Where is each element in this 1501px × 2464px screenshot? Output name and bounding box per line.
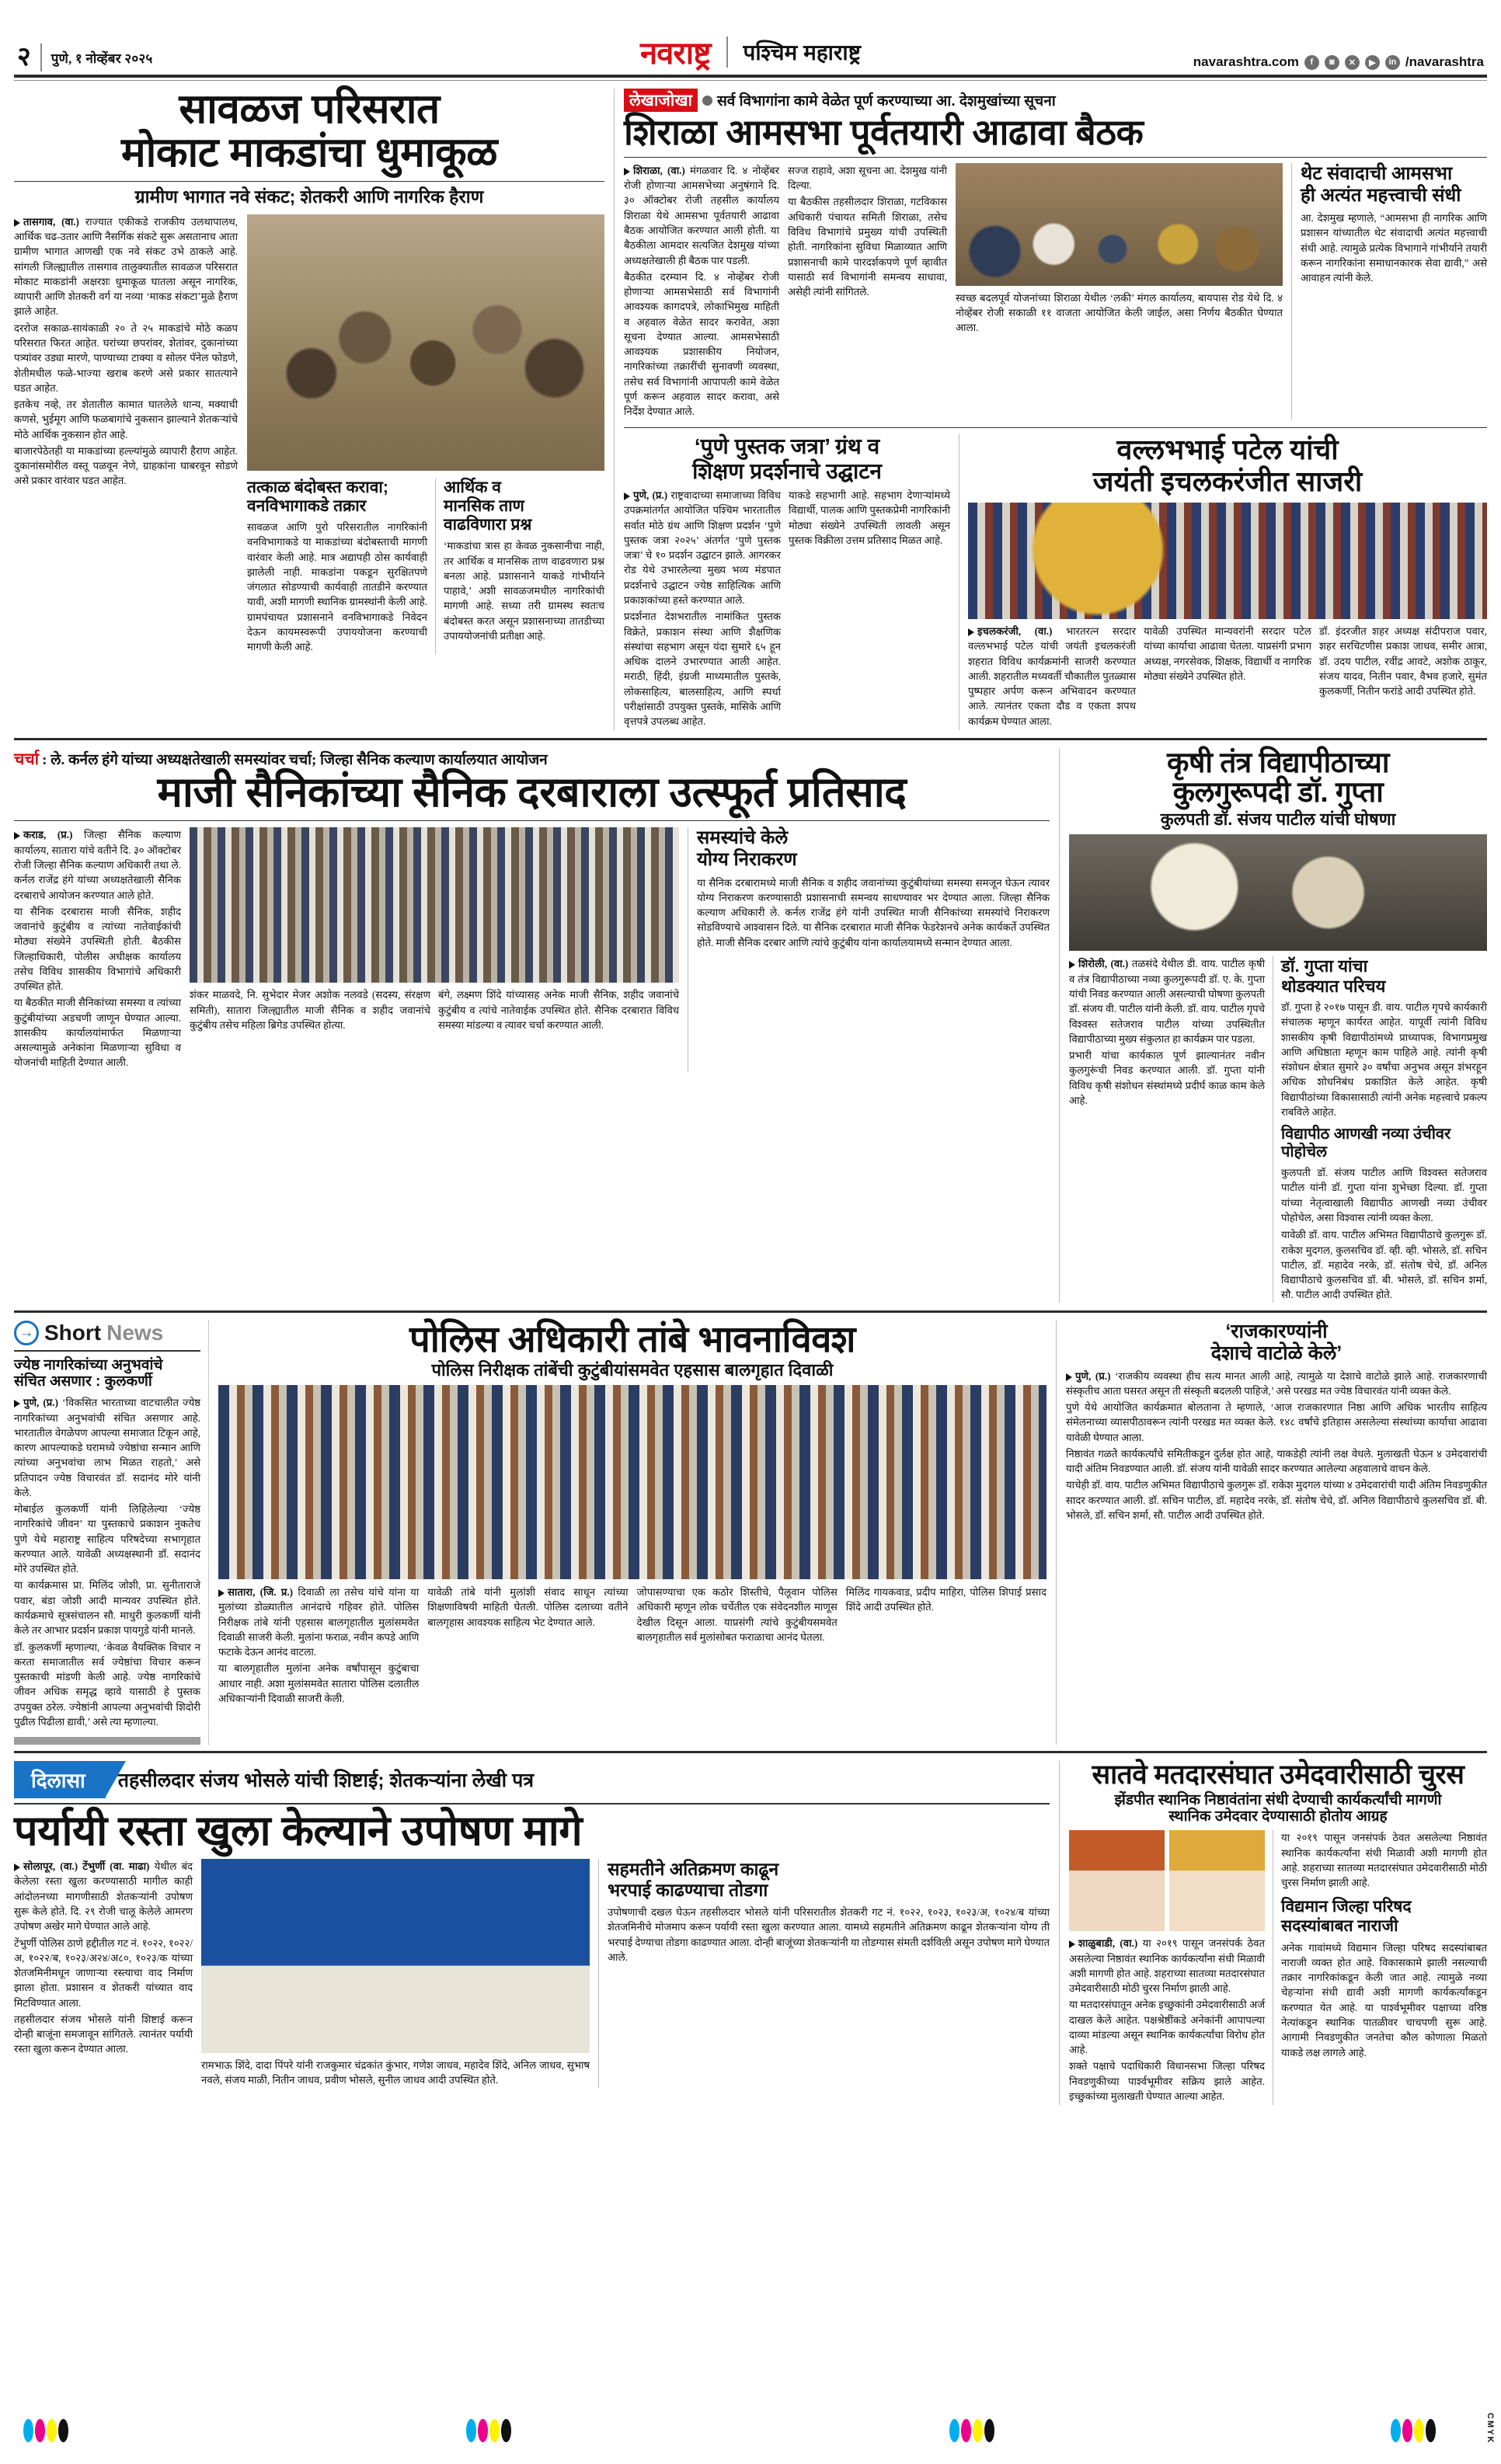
cmyk-marks-3 <box>949 2419 994 2442</box>
sainik-sidebox <box>697 827 1050 1071</box>
shortnews-col <box>14 1395 200 1729</box>
police-subhead: पोलिस निरीक्षक तांबेंची कुटुंबीयांसमवेत एहसास बालगृहात दिवाळी <box>431 1359 834 1380</box>
election-side-title-l2: सदस्यांबाबत नाराजी <box>1281 1916 1398 1935</box>
instagram-icon[interactable]: ◙ <box>1325 55 1339 70</box>
cmyk-registration-row <box>0 2419 1501 2445</box>
rajkarani-story <box>1057 1321 1487 1745</box>
cyan-dot <box>23 2419 33 2442</box>
krushi-subhead: कुलपती डॉ. संजय पाटील यांची घोषणा <box>1160 809 1396 829</box>
sainik-caption-2: बंगे, लक्ष्मण शिंदे यांच्यासह अनेक माजी सैनिक, शहीद जवानांचे कुटुंबीय व त्यांचे नातेवाईक उपस्थित होते. सैनिक दरबारात विविध समस्या मांडल्या व त्यावर चर्चा करण्यात आली. <box>438 989 679 1031</box>
edition-name: पश्चिम महाराष्ट्र <box>743 40 861 64</box>
shirala-side-body: आ. देशमुख म्हणाले, “आमसभा ही नागरिक आणि प्रशासन यांच्यातील थेट संवादाची अत्यंत महत्त्वाची संधी आहे. त्यामुळे प्रत्येक विभागाने गांभीर्याने तयारी करून नागरिकांना समाधानकारक सेवा द्यावी,” असे आवाहन त्यांनी केले. <box>1301 212 1487 284</box>
police-col-1 <box>218 1585 419 1707</box>
dateline-arrow-icon <box>1069 961 1075 969</box>
krushi-side2-body: कुलपती डॉ. संजय पाटील आणि विश्वस्त सतेजराव पाटील यांनी डॉ. गुप्ता यांना शुभेच्छा दिल्या. डॉ. गुप्ता यांच्या नेतृत्वाखाली विद्यापीठ आणखी नव्या उंचीवर पोहोचेल, असा विश्वास त्यांनी व्यक्त केला. <box>1281 1167 1487 1223</box>
lead-box1-title-l1: तत्काळ बंदोबस्त करावा; <box>247 478 388 496</box>
shirala-body-2: बैठकीत दरम्यान दि. ४ नोव्हेंबर रोजी होणाऱ्या आमसभेसाठी सर्व विभागांनी आवश्यक कागदपत्रे, लोकाभिमुख माहिती व अहवाल वेळेत सादर करावेत, अशा सूचना देण्यात आल्या. आमसभेसाठी आवश्यक प्रशासकीय नियोजन, नागरिकांच्या तक्रारींची सुनावणी व्यवस्था, तसेच सर्व विभागांनी आपापली कामे वेळेत पूर्ण करून अहवाल सादर करावा, असे निर्देश देण्यात आले. <box>624 270 779 418</box>
vallabh-body-3: डॉ. इंदरजीत शहर अध्यक्ष संदीपराज पवार, शहर सरचिटणीस प्रकाश जाधव, समीर आत्रा, डॉ. उदय पाटील, रवींद्र आवटे, अशोक ठाकूर, संजय यादव, नितीन पवार, वैभव हजारे, सुमंत कुलकर्णी, नितीन फरांडे आदी उपस्थित होते. <box>1319 625 1487 698</box>
sainik-body-3: या बैठकीत माजी सैनिकांच्या समस्या व त्यांच्या कुटुंबीयांच्या अडचणी जाणून घेण्यात आल्या. शासकीय कार्यालयांमार्फत मिळणाऱ्या असल्यामुळे अनेकांना मिळणाऱ्या सुविधा व योजनांची माहिती देण्यात आली. <box>14 997 181 1069</box>
election-story <box>1060 1761 1487 2105</box>
lead-col-1 <box>14 214 238 655</box>
krushi-side2-body2: यावेळी डॉ. वाय. पाटील अभिमत विद्यापीठाचे कुलगुरू डॉ. राकेश मुदगल, कुलसचिव डॉ. व्ही. व्ही. भोसले, डॉ. सचिन पाटील, डॉ. महादेव नरके, डॉ. संतोष चेचे, डॉ. अनिल विद्यापीठाचे कुलसचिव डॉ. बी. भोसले, डॉ. सचिन शर्मा, सौ. पाटील आदी उपस्थित होते. <box>1281 1229 1487 1301</box>
shirala-body-1: मंगळवार दि. ४ नोव्हेंबर रोजी होणाऱ्या आमसभेच्या अनुषंगाने दि. ३० ऑक्टोबर रोजी तहसील कार्यालय शिराळा येथे आमसभा पूर्वतयारी आढावा बैठक आयोजित करण्यात आली होती. या बैठकीला आमदार सत्यजित देशमुख यांच्या अध्यक्षतेखाली ही बैठक पार पडली. <box>624 164 779 266</box>
short-news-rule <box>14 1350 200 1352</box>
dilasa-rule <box>14 1803 1050 1804</box>
police-story <box>209 1317 1056 1745</box>
cmyk-marks-4 <box>1391 2419 1436 2442</box>
lead-para-1 <box>14 214 238 319</box>
police-headline: पोलिस अधिकारी तांबे भावनाविवश <box>409 1317 855 1359</box>
election-body-3: शक्ते पक्षाचे पदाधिकारी विधानसभा जिल्हा परिषद निवडणुकीच्या पार्श्वभूमीवर सक्रिय झाले आहेत. इच्छुकांच्या मुलाखती घेण्यात आल्या आहेत. <box>1069 2060 1265 2102</box>
rajkarani-body-2: पुणे येथे आयोजित कार्यक्रमात बोलताना ते म्हणाले, ‘आज राजकारणात निष्ठा आणि अधिक भारतीय साहित्य संमेलनाच्या व्यासपीठावरून त्यांनी परखड मत व्यक्त केले. १४८ वर्षांचे इतिहास असलेल्या संस्थांच्या कार्याचा आढावा यावेळी घेण्यात आला. <box>1066 1401 1487 1443</box>
yellow-dot <box>47 2419 57 2442</box>
pustak-col-1 <box>624 488 781 730</box>
shirala-bottom-rule <box>624 427 1487 428</box>
masthead-rule-thick <box>14 75 1487 78</box>
lekhajokha-tag: लेखाजोखा <box>624 89 698 112</box>
sainik-kicker-text: : ले. कर्नल हंगे यांच्या अध्यक्षतेखाली समस्यांवर चर्चा; जिल्हा सैनिक कल्याण कार्यालयात आयोजन <box>42 752 548 769</box>
shirala-body-4: या बैठकीस तहसीलदार शिराळा, गटविकास अधिकारी पंचायत समिती शिराळा, तसेच विविध विभागांचे प्रमुख्य यांची उपस्थिती होती. नागरिकांना सुविधा मिळाव्यात आणि प्रशासनाची कामे पारदर्शकपणे पूर्ण व्हावीत यासाठी सर्व विभागांनी समन्वय साधावा, असेही त्यांनी सांगितले. <box>788 196 947 298</box>
rajkarani-headline-l2: देशाचे वाटोळे केले’ <box>1210 1342 1343 1364</box>
shirala-col-1 <box>624 163 779 421</box>
election-body-1: या २०१९ पासून जनसंपर्क ठेवत असलेल्या निष्ठावंत स्थानिक कार्यकर्त्यांना संधी मिळावी अशी मागणी होत आहे. शहराच्या सातव्या मतदारसंघात उमेदवारीसाठी मोठी चुरस निर्माण झाली आहे. <box>1069 1937 1265 1995</box>
vallabh-headline-l2: जयंती इचलकरंजीत साजरी <box>1092 465 1363 497</box>
shirala-meeting-photo <box>956 163 1283 286</box>
krushi-body-2: प्रभारी यांचा कार्यकाल पूर्ण झाल्यानंतर नवीन कुलगुरूंची निवड करण्यात आली. डॉ. गुप्ता यांनी विविध कृषी संशोधन संस्थांमध्ये प्रदीर्घ काळ काम केले आहे. <box>1069 1049 1265 1106</box>
krushi-body-1: तळसंदे येथील डी. वाय. पाटील कृषी व तंत्र विद्यापीठाच्या नव्या कुलगुरूपदी डॉ. ए. के. गुप्ता यांची निवड करण्यात आली असल्याची घोषणा कुलपती डॉ. संजय वी. पाटील यांनी केली. डॉ. वाय. पाटील गृपचे विश्वस्त सतेजराव पाटील यांच्या उपस्थितीत विद्यापीठाच्या मुख्य संकुलात हा कार्यक्रम पार पडला. <box>1069 958 1265 1045</box>
dilasa-dateline: सोलापूर, (वा.) टेंभुर्णी (वा. माढा) <box>23 1860 150 1873</box>
pustak-story <box>624 434 950 730</box>
shirala-side-title-l2: ही अत्यंत महत्त्वाची संधी <box>1301 184 1461 206</box>
rajkarani-col <box>1066 1369 1487 1523</box>
dateline-arrow-icon <box>14 1864 20 1871</box>
sainik-caption-1: शंकर माळवदे, नि. सुभेदार मेजर अशोक नलवडे (सदस्य, संरक्षण समिती), सातारा जिल्ह्यातील माजी सैनिक व शहीद जवानांचे कुटुंबीय तसेच महिला ब्रिगेड उपस्थित होत्या. <box>190 989 430 1031</box>
lead-box1-body: सावळज आणि पुरो परिसरातील नागरिकांनी वनविभागाकडे या माकडांच्या बंदोबस्ताची मागणी वारंवार केली आहे. मात्र अद्यापही ठोस कार्यवाही झालेली नाही. माकडांना पकडून सुरक्षितपणे जंगलात सोडण्याची कार्यवाही तातडीने करण्यात यावी, अशी मागणी स्थानिक ग्रामस्थांनी केली आहे. ग्रामपंचायत प्रशासनाने वनविभागाकडे निवेदन देऊन कायमस्वरूपी उपाययोजना करण्याची मागणी केली आहे. <box>247 521 427 653</box>
pustak-dateline: पुणे, (प्र.) <box>633 489 668 502</box>
rajkarani-body-1: ‘राजकीय व्यवस्था हीच सत्य मानत आली आहे, त्यामुळे या देशाचे वाटोळे झाले आहे. राजकारणाची संस्कृतीच आता घसरत असून ती संस्कृती बदलली पाहिजे,’ असे परखड मत ज्येष्ठ विचारवंत यांनी व्यक्त केले. <box>1066 1369 1488 1397</box>
rajkarani-dateline: पुणे, (प्र.) <box>1075 1369 1111 1382</box>
cmyk-marks-1 <box>23 2419 68 2442</box>
lead-body-4: बाजारपेठेतही या माकडांच्या हल्ल्यांमुळे व्यापारी हैराण आहेत. दुकानांसमोरील वस्तू पळवून नेणे, ग्राहकांना घाबरवून सोडणे असे प्रकार वारंवार घडत आहेत. <box>14 444 238 487</box>
sainik-sub-body: या सैनिक दरबारामध्ये माजी सैनिक व शहीद जवानांच्या कुटुंबीयांच्या समस्या समजून घेऊन त्यावर योग्य निराकरण करण्यासाठी प्रशासनाची समन्वय साधण्यावर भर देण्यात आला. जिल्हा सैनिक कल्याण अधिकारी ले. कर्नल राजेंद्र हंगे यांनी उपस्थित माजी सैनिकांच्या समस्यांचे निराकरण सोडविण्याचे आश्वासन दिले. या सैनिक दरबारात माजी सैनिक फेडरेशनचे अनेक कार्यकर्ते उपस्थित होते. माजी सैनिक दरबार आणि त्यांचे कुटुंबीय यांना कार्यालयामध्ये सन्मान देण्यात आला. <box>697 876 1050 948</box>
pustak-col-2 <box>789 488 950 730</box>
dilasa-headline: पर्यायी रस्ता खुला केल्याने उपोषण मागे <box>14 1808 583 1855</box>
dilasa-sidebox <box>608 1859 1050 2088</box>
candidate-photo-1 <box>1069 1830 1165 1931</box>
police-col-2 <box>427 1585 628 1707</box>
yellow-dot <box>1414 2419 1424 2442</box>
dilasa-body-3: तहसीलदार संजय भोसले यांनी शिष्टाई करून दोन्ही बाजूंना समजावून सांगितले. त्यानंतर पर्यायी रस्ता खुला करून देण्यात आला. <box>14 2013 193 2055</box>
sainik-group-photo <box>190 827 679 983</box>
cmyk-marks-2 <box>466 2419 511 2442</box>
charcha-tag: चर्चा <box>14 750 40 769</box>
facebook-icon[interactable]: f <box>1304 55 1319 70</box>
shirala-rule <box>624 157 1487 158</box>
shirala-sidebox <box>1301 163 1487 421</box>
krushi-col-1 <box>1069 956 1265 1302</box>
dilasa-col-1 <box>14 1859 193 2088</box>
arrow-circle-icon <box>14 1321 39 1345</box>
dilasa-police-station-photo <box>201 1859 590 2053</box>
police-body-4: जोपासण्याचा एक कठोर शिस्तीचे, पैलूवान पोलिस अधिकारी म्हणून लोक चर्चेतील एक संवेदनशील माणूस देखील दिसून आला. याप्रसंगी त्यांचे कुटुंबीयसमवेत बालगृहातील सर्व मुलांसोबत फराळाचा आनंद घेतला. <box>636 1586 838 1643</box>
pustak-body-2: प्रदर्शनात देशभरातील नामांकित पुस्तक विक्रेते, प्रकाशन संस्था आणि शैक्षणिक संस्थांचा सहभाग असून यंदा सुमारे ६५ हून अधिक दालने उभारण्यात आली आहेत. मराठी, हिंदी, इंग्रजी माध्यमातील पुस्तके, लोकसाहित्य, बालसाहित्य, आणि स्पर्धा परीक्षांसाठी उपयुक्त पुस्तके, मासिके आणि वृत्तपत्रे उपलब्ध आहेत. <box>624 611 781 728</box>
magenta-dot <box>961 2419 971 2442</box>
dilasa-sub-title-l2: भरपाई काढण्याचा तोडगा <box>608 1879 768 1900</box>
police-dateline: सातारा, (जि. प्र.) <box>228 1586 294 1599</box>
vallabh-body-2: यावेळी उपस्थित मान्यवरांनी सरदार पटेल यांच्या कार्याचा आढावा घेतला. याप्रसंगी प्रभाग अध्यक्ष, नगरसेवक, शिक्षक, विद्यार्थी व नागरिक मोठ्या संख्येने उपस्थित होते. <box>1144 625 1311 682</box>
lead-headline-line1: सावळज परिसरात <box>179 86 440 132</box>
yellow-dot <box>973 2419 983 2442</box>
pustak-body-1: राष्ट्रवादाच्या समाजाच्या विविध उपक्रमांतर्गत आयोजित पश्चिम भारतातील सर्वात मोठे ग्रंथ आणि शिक्षण प्रदर्शन ‘पुणे पुस्तक जत्रा २०२५’ अंतर्गत ‘पुणे पुस्तक जत्रा’ चे १० प्रदर्शन उद्घाटन झाले. आगरकर रोड येथे उभारलेल्या मुख्य भव्य मंडपात प्रदर्शनाचे उद्घाटन ज्येष्ठ साहित्यिक आणि प्रकाशकांच्या हस्ते करण्यात आले. <box>624 489 781 606</box>
dateline-arrow-icon <box>14 832 20 840</box>
krushi-side2-title: विद्यापीठ आणखी नव्या उंचीवर पोहोचेल <box>1281 1126 1451 1161</box>
cyan-dot <box>949 2419 959 2442</box>
lead-box2-body: ‘माकडांचा त्रास हा केवळ नुकसानीचा नाही, तर आर्थिक व मानसिक ताण वाढवणारा प्रश्न बनला आहे. प्रशासनाने याकडे गांभीर्याने पाहावे,’ अशी सावळजमधील नागरिकांची मागणी आहे. सध्या तरी ग्रामस्थ स्वतःच बंदोबस्त करत असून प्रशासनाच्या तातडीच्या उपाययोजनांची प्रतीक्षा आहे. <box>444 540 604 642</box>
shortnews-body-3: या कार्यक्रमास प्रा. मिलिंद जोशी, प्रा. सुनीताराजे पवार, बंडा जोशी आदी मान्यवर उपस्थित होते. कार्यक्रमाचे सूत्रसंचालन सौ. माधुरी कुलकर्णी यांनी केले तर आभार प्रदर्शन प्रकाश पायगुडे यांनी मानले. <box>14 1579 200 1637</box>
dilasa-body-1: येथील बंद केलेला रस्ता खुला करण्यासाठी मागील काही आंदोलनच्या मागणीसाठी शेतकऱ्यांनी उपोषण सुरू केले होते. दि. २९ रोजी चालू केलेले आमरण उपोषण अखेर मागे घेण्यात आले आहे. <box>14 1860 193 1933</box>
youtube-icon[interactable]: ▶ <box>1365 55 1380 70</box>
dateline-arrow-icon <box>1066 1373 1072 1381</box>
shortnews-body-4: डॉ. कुलकर्णी म्हणाल्या, ‘केवळ वैयक्तिक विचार न करता समाजातील सर्व ज्येष्ठांचा विचार करून पुस्तकाची मांडणी केली आहे. ज्येष्ठ नागरिकांचे जीवन अधिक समृद्ध व्हावे यासाठी हे पुस्तक उपयुक्त ठरेल. ज्येष्ठांनी आपल्या अनुभवांची शिदोरी पुढील पिढीला द्यावी,’ असे त्या म्हणाल्या. <box>14 1641 200 1728</box>
candidate-photo-2 <box>1169 1830 1265 1931</box>
shortnews-body-2: मोबाईल कुलकर्णी यांनी लिहिलेल्या ‘ज्येष्ठ नागरिकांचे जीवन’ या पुस्तकाचे प्रकाशन नुकतेच पुणे येथे महाराष्ट्र साहित्य परिषदेच्या सभागृहात करण्यात आले. यावेळी अध्यक्षस्थानी डॉ. सदानंद मोरे उपस्थित होते. <box>14 1503 200 1575</box>
sainik-rule <box>14 820 1050 821</box>
black-dot <box>501 2419 511 2442</box>
shirala-body-3: सज्ज राहावे, अशा सूचना आ. देशमुख यांनी दिल्या. <box>788 164 947 192</box>
sainik-dateline: कराड, (प्र.) <box>23 829 73 841</box>
magenta-dot <box>478 2419 488 2442</box>
shirala-side-title-l1: थेट संवादाची आमसभा <box>1301 162 1453 184</box>
page-number: २ <box>17 43 31 71</box>
yellow-dot <box>489 2419 500 2442</box>
vallabh-story <box>968 434 1487 730</box>
lead-box2-title-l2: मानसिक ताण <box>444 496 524 515</box>
website-url[interactable]: navarashtra.com <box>1193 54 1299 69</box>
vallabh-event-photo <box>968 503 1487 619</box>
shirala-kicker-text: सर्व विभागांना कामे वेळेत पूर्ण करण्याच्या आ. देशमुखांच्या सूचना <box>716 93 1056 110</box>
black-dot <box>58 2419 68 2442</box>
magenta-dot <box>1402 2419 1412 2442</box>
vallabh-headline-l1: वल्लभभाई पटेल यांची <box>1116 433 1339 466</box>
lead-body-3: इतकेच नव्हे, तर शेतातील कामात घातलेले धान्य, मक्याची कणसे, भुईमूग आणि फळबागांचे नुकसान झाल्याने शेतकऱ्यांचे मोठे आर्थिक नुकसान होत आहे. <box>14 398 238 440</box>
dateline-arrow-icon <box>968 628 974 636</box>
vallabh-col-3 <box>1319 624 1487 730</box>
lead-story <box>14 86 614 730</box>
logo-separator <box>726 37 728 68</box>
rajkarani-headline-l1: ‘राजकारण्यांनी <box>1225 1320 1328 1342</box>
shortnews-dateline: पुणे, (प्र.) <box>23 1397 58 1409</box>
lead-box1-title-l2: वनविभागाकडे तक्रार <box>247 496 367 515</box>
shirala-body-5: स्वच्छ बदलपूर्व योजनांच्या शिराळा येथील ‘लकी’ मंगल कार्यालय, बायपास रोड येथे दि. ४ नोव्हेंबर रोजी सकाळी ११ वाजता आयोजित केली जाईल, असा निर्णय बैठकीत घेण्यात आला. <box>956 291 1283 334</box>
lead-rule <box>14 181 604 182</box>
vallabh-body-1: भारतरत्न सरदार वल्लभभाई पटेल यांची जयंती इचलकरंजी शहरात विविध कार्यक्रमांनी साजरी करण्यात आली. शहरातील मध्यवर्ती चौकातील पुतळ्यास पुष्पहार अर्पण करून अभिवादन करण्यात आले. त्यानंतर एकता दौड व एकता शपथ कार्यक्रम घेण्यात आला. <box>968 625 1136 727</box>
election-headline: सातवे मतदारसंघात उमेदवारीसाठी चुरस <box>1092 1759 1464 1791</box>
lead-box-divider <box>435 479 436 655</box>
lead-dateline: तासगाव, (वा.) <box>23 215 79 228</box>
cmyk-label: CMYK <box>1485 2412 1495 2444</box>
shirala-col-2 <box>788 163 947 421</box>
masthead-right <box>1193 54 1484 71</box>
police-col-3 <box>637 1585 838 1707</box>
police-body-2: या बालगृहातील मुलांना अनेक वर्षांपासून कुटुंबाचा आधार नाही. अशा मुलांसमवेत सातारा पोलिस दलातील अधिकाऱ्यांनी दिवाळी साजरी केली. <box>218 1662 420 1705</box>
lead-box2-title-l1: आर्थिक व <box>444 478 501 496</box>
shortnews-title-l2: संचित असणार : कुलकर्णी <box>14 1373 152 1390</box>
krushi-headline-l1: कृषी तंत्र विद्यापीठाच्या <box>1167 747 1389 779</box>
short-news-end-bar <box>14 1737 200 1745</box>
dilasa-sub-title-l1: सहमतीने अतिक्रमण काढून <box>608 1859 779 1880</box>
short-news-label-short: Short <box>44 1320 102 1345</box>
police-diwali-photo <box>218 1385 1047 1579</box>
krushi-award-photo <box>1069 834 1487 951</box>
rajkarani-body-3: निष्ठावंत गळतेे कार्यकर्त्यांचे समितीकडून दुर्लक्ष होत आहे, याकडेही त्यांनी लक्ष वेधले. मुलाखती घेऊन ४ उमेदवारांची यादी अंतिम निवडण्यात आली. डॉ. संजय यांनी यावेळी सादर करण्यात आलेल्या अहवालाचे वाचन केले. <box>1066 1447 1487 1475</box>
dilasa-side-divider <box>598 1859 599 2088</box>
navarashtra-logo: नवराष्ट्र <box>639 37 711 71</box>
shirala-headline: शिराळा आमसभा पूर्वतयारी आढावा बैठक <box>624 112 1144 152</box>
dateline-arrow-icon <box>624 168 630 176</box>
sainik-body-2: या सैनिक दरबारास माजी सैनिक, शहीद जवानांचे कुटुंबीय व त्यांच्या नातेवाईकांची मोठ्या संख्येने उपस्थिती होती. बैठकीस जिल्हाधिकारी, पोलीस अधीक्षक कार्यालय तसेच विविध शासकीय विभागांचे अधिकारी उपस्थित होते. <box>14 905 181 993</box>
vallabh-col-1 <box>968 624 1136 730</box>
police-body-1: दिवाळी ला तसेच यांचे यांना या मुलांच्या डोळ्यातील आनंदाचे गहिवर होते. पोलिस निरीक्षक तांबे यांनी एहसास बालगृहातील मुलांसमवेत दिवाळी साजरी केली. मुलांना फराळ, नवीन कपडे आणि फटाके देऊन आनंद वाटला. <box>218 1586 420 1658</box>
police-col-4 <box>846 1585 1047 1707</box>
shortnews-title-l1: ज्येष्ठ नागरिकांच्या अनुभवांचे <box>14 1356 163 1373</box>
dilasa-tab: दिलासा <box>14 1761 106 1798</box>
election-side-title-l1: विद्यमान जिल्हा परिषद <box>1281 1898 1412 1916</box>
dateline-arrow-icon <box>14 1400 20 1408</box>
social-handle[interactable]: /navarashtra <box>1405 54 1484 69</box>
election-col-1 <box>1069 1936 1265 2104</box>
x-twitter-icon[interactable]: ✕ <box>1345 55 1360 70</box>
police-body-3: यावेळी तांबे यांनी मुलांशी संवाद साधून त्यांच्या शिक्षणाविषयी माहिती घेतली. पोलिस दलाच्या वतीने बालगृहास आवश्यक साहित्य भेट देण्यात आले. <box>427 1586 629 1628</box>
sainik-sub-title-l2: योग्य निराकरण <box>697 849 797 871</box>
police-body-5: मिलिंद गायकवाड, प्रदीप माहिरा, पोलिस शिपाई प्रसाद शिंदे आदी उपस्थित होते. <box>845 1586 1047 1613</box>
short-news-label-news: News <box>106 1320 164 1345</box>
short-news-badge <box>14 1321 200 1345</box>
lead-body-2: दररोज सकाळ-सायंकाळी २० ते २५ माकडांचे मोठे कळप परिसरात फिरत आहेत. घरांच्या छपरांवर, शेतांवर, दुकानांच्या पत्र्यांवर उड्या मारणे, पाण्याच्या टाक्या व सोलर पॅनेल फोडणे, शेतीमधील फळे-भाज्या खराब करणे असे प्रकार सातत्याने घडत आहेत. <box>14 322 238 394</box>
vallabh-dateline: इचलकरंजी, (वा.) <box>977 625 1053 638</box>
lead-headline-line2: मोकाट माकडांचा धुमाकूळ <box>120 130 498 176</box>
shortnews-body-1: ‘विकसित भारताच्या वाटचालीत ज्येष्ठ नागरिकांच्या अनुभवांची संचित असणार आहे. भारतातील वेगळेपण आपल्या समाजात टिकून आहे, कारण आपल्याकडे घरामध्ये ज्येष्ठांचा सन्मान आणि त्यांच्या अनुभवांचा लाभ मिळत राहतो,’ असे प्रतिपादन ज्येष्ठ विचारवंत डॉ. सदानंद मोरे यांनी केले. <box>14 1397 200 1498</box>
cyan-dot <box>466 2419 476 2442</box>
krushi-story <box>1060 748 1487 1302</box>
monkeys-photo <box>247 214 604 471</box>
krushi-side-body: डॉ. गुप्ता हे २०१७ पासून डी. वाय. पाटील गृपचे कार्यकारी संचालक म्हणून कार्यरत आहेत. यापूर्वी त्यांनी विविध शासकीय कृषी विद्यापीठांमध्ये प्राध्यापक, विभागप्रमुख आणि अधिष्ठाता म्हणून काम पाहिले आहे. त्यांनी कृषी संशोधन क्षेत्रात सुमारे ३० वर्षांचा अनुभव असून शंभरहून अधिक शोधनिबंध प्रकाशित केले आहेत. कृषी विद्यापीठांच्या विकासासाठी त्यांनी अनेक महत्त्वाचे प्रकल्प राबविले आहेत. <box>1281 1001 1487 1118</box>
dateline-arrow-icon <box>624 492 630 500</box>
lead-body-1: राज्यात एकीकडे राजकीय उलथापालथ, आर्थिक चढ-उतार आणि नैसर्गिक संकटे सुरू असतानाच आता ग्रामीण भागात आणखी एक नवे संकट उभे ठाकले आहे. सांगली जिल्ह्यातील तासगाव तालुक्यातील सावळज परिसरात मोकाट माकडांनी अक्षरशः धुमाकूळ घातला असून नागरिक, व्यापारी आणि शेतकरी वर्ग या नव्या ‘माकड संकटा’मुळे हैराण झाले आहेत. <box>14 215 239 318</box>
lead-subhead: ग्रामीण भागात नवे संकट; शेतकरी आणि नागरिक हैराण <box>134 186 484 207</box>
linkedin-icon[interactable]: in <box>1385 55 1400 70</box>
pustak-headline-l1: ‘पुणे पुस्तक जत्रा’ ग्रंथ व <box>694 434 880 459</box>
dilasa-kicker: तहसीलदार संजय भोसले यांची शिष्टाई; शेतकऱ्यांना लेखी पत्र <box>117 1770 535 1792</box>
masthead-divider <box>40 44 42 71</box>
vallabh-col-2 <box>1144 624 1311 730</box>
black-dot <box>1426 2419 1436 2442</box>
shirala-side-divider <box>1291 163 1292 421</box>
shirala-story <box>615 89 1487 730</box>
election-side-intro: या २०१९ पासून जनसंपर्क ठेवत असलेल्या निष्ठावंत स्थानिक कार्यकर्त्यांना संधी मिळावी अशी मागणी होत आहे. शहराच्या सातव्या मतदारसंघात उमेदवारीसाठी मोठी चुरस निर्माण झाली आहे. <box>1281 1832 1487 1889</box>
krushi-side-title-l1: डॉ. गुप्ता यांचा <box>1281 956 1368 976</box>
election-sidebox <box>1281 1830 1487 2105</box>
short-news-column <box>14 1321 208 1745</box>
krushi-side-title-l2: थोडक्यात परिचय <box>1281 976 1386 996</box>
krushi-sidebox <box>1281 956 1487 1302</box>
shirala-dateline: शिराळा, (वा.) <box>633 164 685 176</box>
lead-box2-title-l3: वाढविणारा प्रश्न <box>444 516 532 534</box>
black-dot <box>984 2419 994 2442</box>
masthead <box>0 0 1501 75</box>
dateline-arrow-icon <box>14 219 20 227</box>
sainik-story <box>14 748 1059 1302</box>
dateline-arrow-icon <box>218 1589 225 1597</box>
dateline-arrow-icon <box>1069 1940 1075 1948</box>
krushi-dateline: शिरोली, (वा.) <box>1078 958 1129 970</box>
election-subhead-l1: झेंडपीत स्थानिक निष्ठावंतांना संधी देण्याची कार्यकर्त्यांची मागणी <box>1114 1791 1442 1808</box>
election-body-2: या मतदारसंघातून अनेक इच्छुकांनी उमेदवारीसाठी अर्ज दाखल केले आहेत. पक्षश्रेष्ठींकडे अनेकांनी आपापल्या दाव्या मांडल्या असून स्थानिक कार्यकर्त्यांचा विरोध होत आहे. <box>1069 1999 1265 2056</box>
kicker-bullet-icon <box>702 96 712 106</box>
dilasa-sub-body: उपोषणाची दखल घेऊन तहसीलदार भोसले यांनी परिसरातील शेतकरी गट नं. १०२२, १०२३, १०२३/अ, १०२४/ब यांच्या शेतजमिनीचे मोजमाप करून पर्यायी रस्ता खुला करण्यात आला. यामध्ये सहमतीने अतिक्रमण काढून शेतकऱ्यांना योग्य ती भरपाई देण्याचा तोडगा काढण्यात आला. दोन्ही बाजूंच्या शेतकऱ्यांनी या तोडग्यास संमती दर्शविली असून उपोषण मागे घेण्यात आले. <box>608 1906 1050 1963</box>
masthead-left <box>17 44 152 71</box>
pustak-headline-l2: शिक्षण प्रदर्शनाचे उद्घाटन <box>692 458 882 483</box>
dilasa-caption: रामभाऊ शिंदे, दादा पिंपरे यांनी राजकुमार चंद्रकांत कुंभार, गणेश जाधव, महादेव शिंदे, अनिल जाधव, सुभाष नवले, संजय माळी, नितीन जाधव, प्रवीण भोसले, सुनील जाधव आदी उपस्थित होते. <box>201 2059 590 2086</box>
dilasa-body-2: टेंभुर्णी पोलिस ठाणे हद्दीतील गट नं. १०२२, १०२२/अ, १०२२/ब, १०२३/अ२४/अ८०, १०२३/क यांच्या शेतजमिनीमधून जाणाऱ्या रस्त्याचा वाद निर्माण झाला होता. प्रशासन व शेतकरी यांच्यात वाद मिटविण्यात आला. <box>14 1937 193 2009</box>
election-dateline: शाळुबाडी, (वा.) <box>1078 1937 1138 1950</box>
sainik-body-1: जिल्हा सैनिक कल्याण कार्यालय, सातारा यांचे वतीने दि. ३० ऑक्टोबर रोजी जिल्हा सैनिक कल्याण अधिकारी तथा ले. कर्नल राजेंद्र हंगे यांच्या अध्यक्षतेखाली सैनिक दरबाराचे आयोजन करण्यात आले होते. <box>14 829 182 901</box>
election-subhead-l2: स्थानिक उमेदवार देण्यासाठी होतोय आग्रह <box>1168 1808 1388 1825</box>
pustak-body-3: याकडे सहभागी आहे. सहभाग देणाऱ्यांमध्ये विद्यार्थी, पालक आणि पुस्तकप्रेमी नागरिकांनी मोठ्या संख्येने उपस्थिती लावली असून पुस्तक विक्रीला उत्तम प्रतिसाद मिळत आहे. <box>789 489 950 546</box>
dilasa-story <box>14 1761 1059 2105</box>
masthead-date: पुणे, १ नोव्हेंबर २०२५ <box>50 50 153 66</box>
rajkarani-body-4: याचेही डॉ. वाय. पाटील अभिमत विद्यापीठाचे कुलगुरू डॉ. राकेश मुदगल यांच्या ४ उमेदवारांची यादी अंतिम निवडणुकीत सादर करण्यात आली. डॉ. सचिन पाटील, डॉ. महादेव नरके, डॉ. संतोष चेचे, डॉ. अनिल विद्यापीठाचे कुलसचिव डॉ. बी. भोसले, डॉ. सचिन शर्मा, सौ. पाटील आदी उपस्थित होते. <box>1066 1479 1487 1521</box>
sainik-sub-title-l1: समस्यांचे केले <box>697 827 789 849</box>
election-side-body: अनेक गावांमध्ये विद्यमान जिल्हा परिषद सदस्यांबाबत नाराजी व्यक्त होत आहे. विकासकामे झाली नसल्याची तक्रार नागरिकांकडून केली जात आहे. त्यामुळे नव्या चेहऱ्यांना संधी द्यावी अशी मागणी कार्यकर्त्यांकडून करण्यात येत आहे. या पार्श्वभूमीवर पक्षाच्या वरिष्ठ नेत्यांकडून स्थानिक पातळीवर चाचपणी सुरू आहे. आगामी निवडणुकीत जनतेचा कौल कोणाला मिळतो याकडे लक्ष लागले आहे. <box>1281 1941 1487 2059</box>
cyan-dot <box>1391 2419 1401 2442</box>
sainik-col-1 <box>14 827 181 1071</box>
sainik-headline: माजी सैनिकांच्या सैनिक दरबाराला उत्स्फूर्त प्रतिसाद <box>157 769 907 816</box>
magenta-dot <box>35 2419 45 2442</box>
krushi-headline-l2: कुलगुरूपदी डॉ. गुप्ता <box>1172 776 1384 809</box>
